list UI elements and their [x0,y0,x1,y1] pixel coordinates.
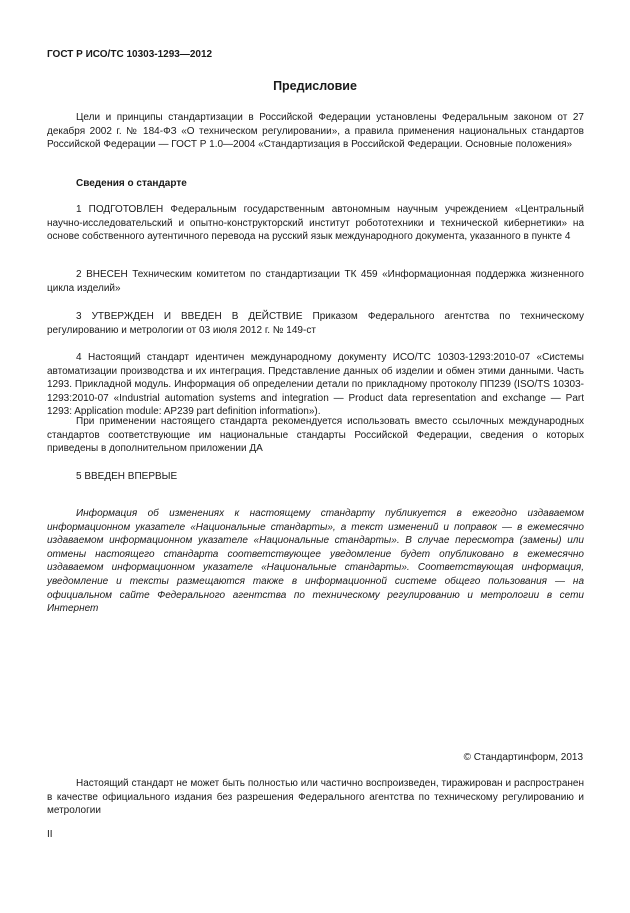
info-heading: Сведения о стандарте [76,178,187,189]
item-2-submitted: 2 ВНЕСЕН Техническим комитетом по стандартизации ТК 459 «Информационная поддержка жизненного цикла изделий» [47,269,584,294]
item-3-approved: 3 УТВЕРЖДЕН И ВВЕДЕН В ДЕЙСТВИЕ Приказом Федерального агентства по техническому регулированию и метрологии от 03 июля 2012 г. № 149-ст [47,311,584,336]
reproduction-notice: Настоящий стандарт не может быть полностью или частично воспроизведен, тиражирован и распространен в качестве официального издания без разрешения Федерального агентства по техническому регулированию и метрологии [47,778,584,817]
standard-code: ГОСТ Р ИСО/ТС 10303-1293—2012 [47,49,213,60]
copyright: © Стандартинформ, 2013 [463,752,583,763]
item-1-prepared: 1 ПОДГОТОВЛЕН Федеральным государственным автономным научным учреждением «Центральный научно-исследовательский и опытно-конструкторский институт робототехники и технической кибернетики» на основе собственного аутентичного перевода на русский язык международного документа, указанного в пункте 4 [47,204,584,243]
item-4-identical: 4 Настоящий стандарт идентичен международному документу ИСО/ТС 10303-1293:2010-07 «Системы автоматизации производства и их интеграция. Представление данных об изделии и обмен этими данными. Часть 1293. Прикладной модуль. Информация об определении детали по прикладному протоколу ПП239 (ISO/TS 10303-1293:2010-07 «Industrial automation systems and integration — Product data representation and exchange — Part 1293: Application module: AP239 part definition information»). [47,352,584,418]
changes-notice: Информация об изменениях к настоящему стандарту публикуется в ежегодно издаваемом информационном указателе «Национальные стандарты», а текст изменений и поправок — в ежемесячно издаваемом информационном указателе «Национальные стандарты». В случае пересмотра (замены) или отмены настоящего стандарта соответствующее уведомление будет опубликовано в ежемесячно издаваемом информационном указателе «Национальные стандарты». Соответствующая информация, уведомление и тексты размещаются также в информационной системе общего пользования — на официальном сайте Федерального агентства по техническому регулированию и метрологии в сети Интернет [47,508,584,615]
item-5-introduced: 5 ВВЕДЕН ВПЕРВЫЕ [76,471,178,482]
page-title: Предисловие [273,79,357,93]
intro-paragraph: Цели и принципы стандартизации в Российской Федерации установлены Федеральным законом от 27 декабря 2002 г. № 184-ФЗ «О техническом регулировании», а правила применения национальных стандартов Российской Федерации — ГОСТ Р 1.0—2004 «Стандартизация в Российской Федерации. Основные положения» [47,112,584,151]
item-4-note: При применении настоящего стандарта рекомендуется использовать вместо ссылочных международных стандартов соответствующие им национальные стандарты Российской Федерации, сведения о которых приведены в дополнительном приложении ДА [47,416,584,455]
page-number: II [47,829,53,840]
